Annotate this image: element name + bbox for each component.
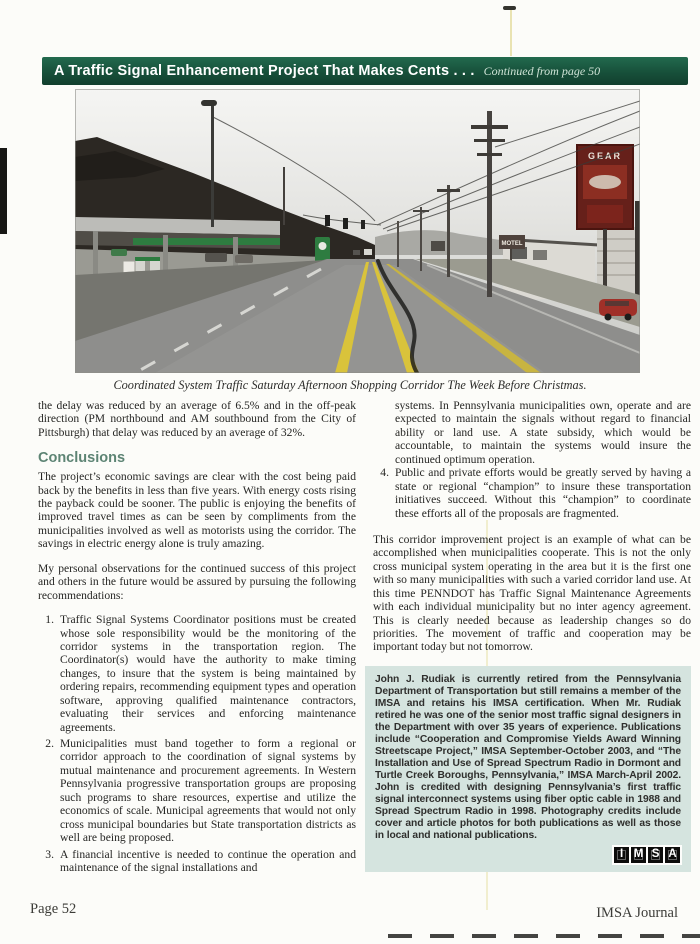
item-number: 3. — [45, 847, 54, 861]
recommendation-item-2 — [40, 737, 356, 845]
photo-crossarm — [474, 139, 505, 142]
item-text: A financial incentive is needed to continue the operation and maintenance of the signal installations and — [60, 847, 356, 874]
imsa-logo-letter: M — [631, 847, 646, 863]
motel-sign-text: MOTEL — [501, 241, 523, 247]
photo-billboard-lower — [587, 205, 623, 223]
article-body — [38, 399, 692, 877]
photo-crossarm — [471, 125, 508, 129]
photo-distant-car — [353, 250, 360, 255]
photo-crossarm — [477, 153, 502, 156]
continued-from-note: Continued from page 50 — [483, 63, 601, 78]
author-bio-box — [365, 666, 691, 872]
imsa-logo-letter: A — [665, 847, 680, 863]
column-right — [373, 399, 691, 877]
recommendation-item-1 — [40, 613, 356, 734]
corridor-photo — [75, 89, 640, 373]
photo-traffic-signal — [325, 215, 330, 226]
photo-window — [533, 250, 547, 260]
item-text: Public and private efforts would be greatly served by having a state or regional “champion” to insure these transportation initiatives succeed. Without this “champion” to coordinate these efforts all of the proposals are fragmented. — [395, 466, 691, 520]
photo-wheel — [625, 314, 632, 321]
observations-paragraph: My personal observations for the continued success of this project and others in the future would be assured by pursuing the following recommendations: — [38, 561, 356, 602]
imsa-logo — [612, 845, 682, 865]
photo-distant-truck — [431, 241, 445, 251]
photo-utility-pole — [487, 111, 492, 297]
photo-parked-car — [205, 253, 227, 262]
photo-wheel — [605, 314, 612, 321]
photo-parked-car — [235, 255, 253, 263]
photo-traffic-signal — [361, 220, 365, 229]
photo-streetlight-head — [201, 100, 217, 106]
scan-artifact-line — [510, 10, 512, 56]
photo-bp-green-strip — [133, 238, 280, 245]
imsa-logo-letter: S — [648, 847, 663, 863]
footer-journal-name: IMSA Journal — [596, 905, 678, 921]
photo-bp-logo — [319, 242, 327, 250]
photo-utility-pole — [420, 207, 422, 271]
conclusions-paragraph: The project’s economic savings are clear with the cost being paid back by the benefits in less than five years. With energy costs rising the payback could be sooner. The public is enjoying the benefits of improved travel times as can be seen by compliments from the municipalities involved as well as motorists using the corridor. The savings in electric energy alone is truly amazing. — [38, 470, 356, 551]
imsa-logo-letter: I — [614, 847, 629, 863]
author-bio-text: John J. Rudiak is currently retired from the Pennsylvania Department of Transportation but still remains a member of the IMSA and retains his IMSA certification. When Mr. Rudiak retired he was one of the senior most traffic signal designers in the Department with over 35 years of experience. Publications include “Cooperation and Compromise Yields Award Winning Streetscape Project,” IMSA September-October 2003, and “The Installation and Use of Spread Spectrum Radio in Dormont and Turtle Creek Boroughs, Pennsylvania,” IMSA March-April 2002. John is credited with designing Pennsylvania’s first traffic signal interconnect systems using fiber optic cable in 1988 and Spread Spectrum Radio in 1998. Photography credits include cover and article photos for both publications as well as those in local and national publications. — [375, 673, 681, 842]
photo-parked-car — [111, 249, 127, 256]
photo-billboard-car — [589, 175, 621, 189]
recommendation-item-3-continued: systems. In Pennsylvania municipalities own, operate and are expected to maintain the signals without regard to financial ability or land use. A state subsidy, which would be accountable, to maintain the systems would insure the continued optimum operation. — [395, 399, 691, 466]
recommendation-item-3 — [40, 848, 356, 875]
closing-paragraph: This corridor improvement project is an example of what can be accomplished when municipalities cooperate. This is not the only cross municipal system operating in the area but it is the first one with so many municipalities with such a varied corridor land use. At this time PENNDOT has Traffic Signal Maintenance Agreements with each individual municipality but no inter agency agreement. This is clearly needed because as leadership changes so do priorities. The movement of traffic and cooperation may be important today but not tomorrow. — [373, 532, 691, 654]
photo-small-pole — [283, 167, 285, 225]
article-title: A Traffic Signal Enhancement Project That Makes Cents . . . — [54, 63, 475, 79]
photo-utility-pole — [397, 221, 399, 267]
photo-pump-top — [135, 257, 160, 261]
photo-caption: Coordinated System Traffic Saturday Afternoon Shopping Corridor The Week Before Christmas. — [113, 378, 587, 392]
conclusions-heading: Conclusions — [38, 450, 126, 467]
item-number: 4. — [380, 466, 389, 480]
item-text: Municipalities must band together to form a regional or corridor approach to the coordination of signal systems by mutual maintenance and procurement agreements. In Western Pennsylvania progressive transportation groups are proposing such programs to share resources, expertise and utilize the economics of scale. Municipal agreements that would not only cross municipal boundaries but State transportation districts as well are being proposed. — [60, 737, 356, 845]
photo-traffic-signal — [343, 218, 348, 229]
photo-crossarm — [437, 189, 460, 192]
column-left — [38, 399, 356, 877]
recommendation-item-4 — [375, 466, 691, 520]
scan-artifact-edge — [0, 148, 7, 234]
item-text: Traffic Signal Systems Coordinator positions must be created whose sole responsibility would be the monitoring of the corridor systems in the transportation region. The Coordinator(s) would have the authority to make timing changes, to insure that the system is being maintained by ordering repairs, recommending equipment types and operation software, approving qualified maintenance contractors, evaluating their services and enforcing maintenance agreements. — [60, 613, 356, 734]
photo-distant-car — [364, 249, 372, 255]
item-number: 1. — [45, 613, 54, 627]
scan-artifact-dashes — [388, 934, 700, 938]
photo-crossarm — [413, 210, 429, 212]
article-header-banner — [42, 57, 688, 85]
intro-paragraph: the delay was reduced by an average of 6.5% and in the off-peak direction (PM northbound and AM southbound from the City of Pittsburgh) that delay was reduced by an average of 32%. — [38, 399, 356, 439]
photo-utility-pole — [447, 185, 450, 277]
photo-minivan-windows — [605, 301, 629, 306]
gear-sign-text: GEAR — [587, 151, 623, 161]
item-number: 2. — [45, 737, 54, 750]
footer-page-number: Page 52 — [30, 901, 77, 917]
photo-streetlight-pole — [211, 105, 214, 227]
photo-billboard-pole — [603, 229, 607, 289]
